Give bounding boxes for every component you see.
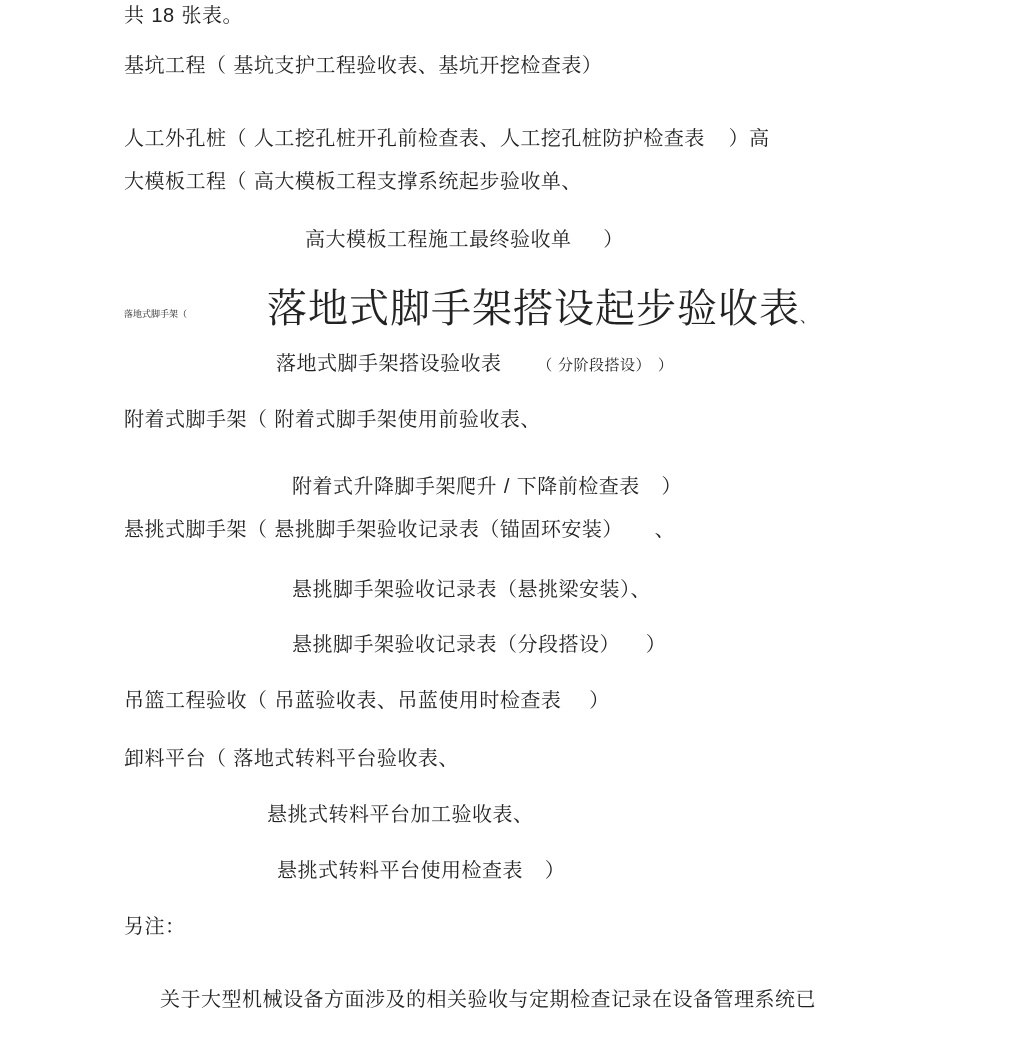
- manual-pile-close: ）高: [728, 126, 770, 150]
- cantilever-scaffold-line-3: [292, 632, 666, 656]
- cantilever-scaffold-tail: 、: [654, 517, 676, 541]
- platform-line-2: [267, 802, 534, 826]
- manual-pile-line: [124, 126, 770, 150]
- gondola-line: [124, 688, 610, 712]
- manual-pile-label: 人工外孔桩（: [124, 126, 247, 150]
- platform-line: [124, 746, 459, 770]
- total-prefix: 共: [124, 3, 145, 27]
- cantilever-scaffold-line3-text: 悬挑脚手架验收记录表（分段搭设）: [292, 632, 620, 656]
- formwork-label: 大模板工程（: [124, 169, 247, 193]
- attached-scaffold-line2-text: 附着式升降脚手架爬升: [292, 474, 497, 498]
- attached-scaffold-label: 附着式脚手架（: [124, 407, 268, 431]
- note-paragraph: 关于大型机械设备方面涉及的相关验收与定期检查记录在设备管理系统已: [160, 987, 816, 1011]
- floor-scaffold-big-title: 落地式脚手架搭设起步验收表: [267, 286, 800, 332]
- cantilever-scaffold-content: 悬挑脚手架验收记录表（锚固环安装）: [274, 517, 623, 541]
- floor-scaffold-big-tail: 、: [800, 308, 817, 326]
- cantilever-scaffold-line2-text: 悬挑脚手架验收记录表（悬挑梁安装）、: [292, 577, 651, 601]
- attached-scaffold-close: ）: [661, 474, 682, 498]
- cantilever-scaffold-close: ）: [645, 632, 667, 656]
- floor-scaffold-close: ）: [657, 356, 674, 374]
- platform-content: 落地式转料平台验收表、: [233, 746, 459, 770]
- floor-scaffold-line2-text: 落地式脚手架搭设验收表: [276, 351, 502, 375]
- platform-line3-text: 悬挑式转料平台使用检查表: [277, 858, 523, 882]
- cantilever-scaffold-label: 悬挑式脚手架（: [124, 517, 268, 541]
- total-count-line: [124, 3, 243, 28]
- gondola-label: 吊篮工程验收（: [124, 688, 268, 712]
- cantilever-scaffold-line: [124, 517, 675, 541]
- gondola-content: 吊蓝验收表、吊蓝使用时检查表: [274, 688, 562, 712]
- floor-scaffold-big-title-line: [267, 285, 816, 341]
- formwork-content: 高大模板工程支撑系统起步验收单、: [253, 169, 582, 193]
- attached-scaffold-content: 附着式脚手架使用前验收表、: [274, 407, 541, 431]
- floor-scaffold-line2-note: （ 分阶段搭设）: [537, 356, 651, 374]
- attached-scaffold-line: [124, 407, 541, 431]
- foundation-pit-label: 基坑工程（: [124, 53, 227, 77]
- total-number: 18: [151, 5, 175, 27]
- formwork-close: ）: [603, 227, 624, 251]
- gondola-close: ）: [589, 688, 610, 712]
- platform-close: ）: [544, 858, 566, 882]
- platform-line2-text: 悬挑式转料平台加工验收表、: [267, 802, 534, 826]
- formwork-line2-text: 高大模板工程施工最终验收单: [305, 227, 572, 251]
- attached-scaffold-line-2: [292, 474, 682, 499]
- foundation-pit-line: [124, 53, 602, 77]
- platform-label: 卸料平台（: [124, 746, 227, 770]
- total-suffix: 张表。: [181, 3, 243, 27]
- formwork-line-2: [305, 227, 624, 251]
- attached-scaffold-line2-tail: 下降前检查表: [516, 474, 640, 498]
- floor-scaffold-small-label: 落地式脚手架（: [124, 310, 188, 320]
- cantilever-scaffold-line-2: [292, 577, 651, 601]
- note-label: 另注：: [124, 914, 186, 938]
- foundation-pit-content: 基坑支护工程验收表、基坑开挖检查表）: [233, 53, 603, 77]
- formwork-line: [124, 169, 582, 193]
- manual-pile-content: 人工挖孔桩开孔前检查表、人工挖孔桩防护检查表: [253, 126, 705, 150]
- attached-scaffold-line2-sep: /: [503, 476, 510, 498]
- floor-scaffold-line-2: [276, 351, 673, 377]
- platform-line-3: [277, 858, 565, 882]
